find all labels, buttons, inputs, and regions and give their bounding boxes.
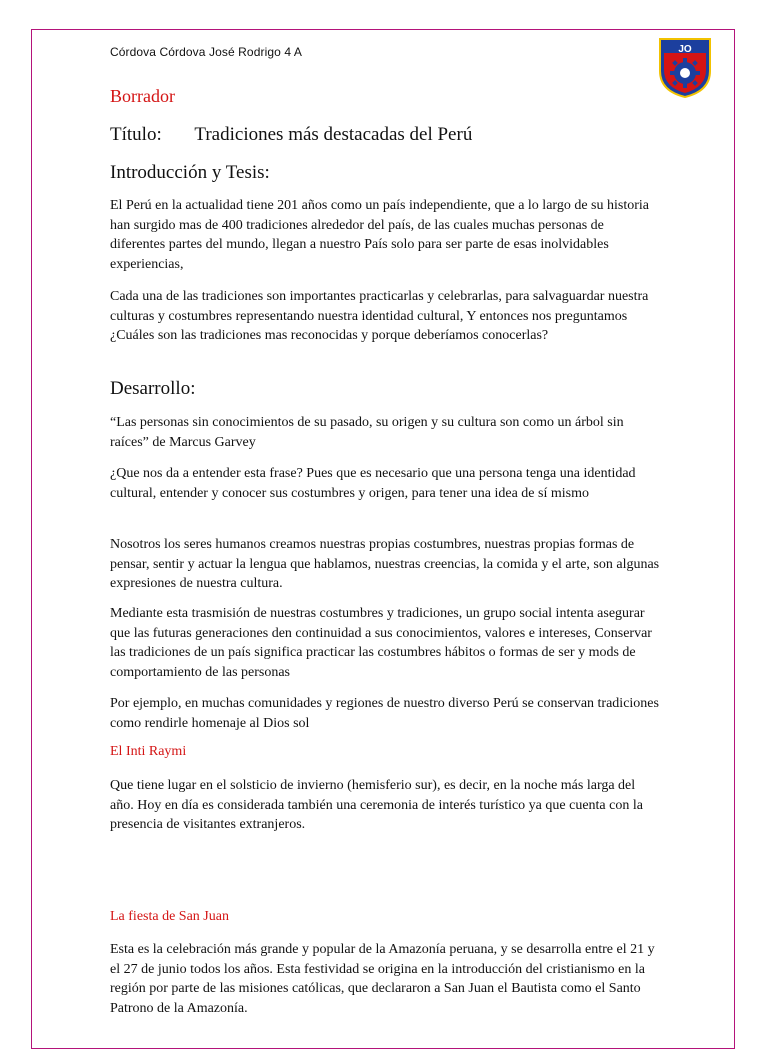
title-row xyxy=(110,124,472,146)
draft-label: Borrador xyxy=(110,86,175,106)
author-line: Córdova Córdova José Rodrigo 4 A xyxy=(110,45,302,59)
title-label: Título: xyxy=(110,124,162,145)
development-paragraph-5: Por ejemplo, en muchas comunidades y regiones de nuestro diverso Perú se conservan tradiciones como rendirle homenaje al Dios sol xyxy=(110,696,659,731)
intro-paragraph-1: El Perú en la actualidad tiene 201 años como un país independiente, que a lo largo de su historia han surgido mas de 400 tradiciones alrededor del país, de las cuales muchas personas de diferentes partes del mundo, llegan a nuestro País solo para ser parte de esas inolvidables experiencias, xyxy=(110,198,649,272)
san-juan-paragraph: Esta es la celebración más grande y popular de la Amazonía peruana, y se desarrolla entre el 21 y el 27 de junio todos los años. Esta festividad se origina en la introducción del cristianismo en la región por parte de las misiones católicas, que declararon a San Juan el Bautista como el Santo Patrono de la Amazonía. xyxy=(110,942,655,1016)
intro-paragraph-2: Cada una de las tradiciones son importantes practicarlas y celebrarlas, para salvaguardar nuestra culturas y costumbres representando nuestra identidad cultural, Y entonces nos preguntamos ¿Cuáles son las tradiciones mas reconocidas y porque deberíamos conocerlas? xyxy=(110,289,649,343)
development-paragraph-2: ¿Que nos da a entender esta frase? Pues que es necesario que una persona tenga una identidad cultural, entender y conocer sus costumbres y origen, para tener una idea de sí mismo xyxy=(110,466,636,501)
school-logo-shield xyxy=(658,37,712,99)
development-heading: Desarrollo: xyxy=(110,378,196,399)
subheading-san-juan: La fiesta de San Juan xyxy=(110,909,229,924)
development-paragraph-3: Nosotros los seres humanos creamos nuestras propias costumbres, nuestras propias formas de pensar, sentir y actuar la lengua que hablamos, nuestras creencias, la comida y el arte, son algunas expresiones de nuestra cultura. xyxy=(110,537,660,591)
development-paragraph-4: Mediante esta trasmisión de nuestras costumbres y tradiciones, un grupo social intenta asegurar que las futuras generaciones den continuidad a sus conocimientos, valores e intereses, Conservar las tradiciones de un país significa practicar las costumbres hábitos o formas de ser y mods de comportamiento de las personas xyxy=(110,606,652,680)
inti-raymi-paragraph: Que tiene lugar en el solsticio de invierno (hemisferio sur), es decir, en la noche más larga del año. Hoy en día es considerada también una ceremonia de interés turístico ya que cuenta con la presencia de visitantes extranjeros. xyxy=(110,778,643,832)
intro-heading: Introducción y Tesis: xyxy=(110,162,270,183)
logo-text: JO xyxy=(678,44,692,55)
subheading-inti-raymi: El Inti Raymi xyxy=(110,744,187,759)
development-paragraph-1: “Las personas sin conocimientos de su pasado, su origen y su cultura son como un árbol sin raíces” de Marcus Garvey xyxy=(110,415,624,450)
document-title: Tradiciones más destacadas del Perú xyxy=(194,124,473,145)
